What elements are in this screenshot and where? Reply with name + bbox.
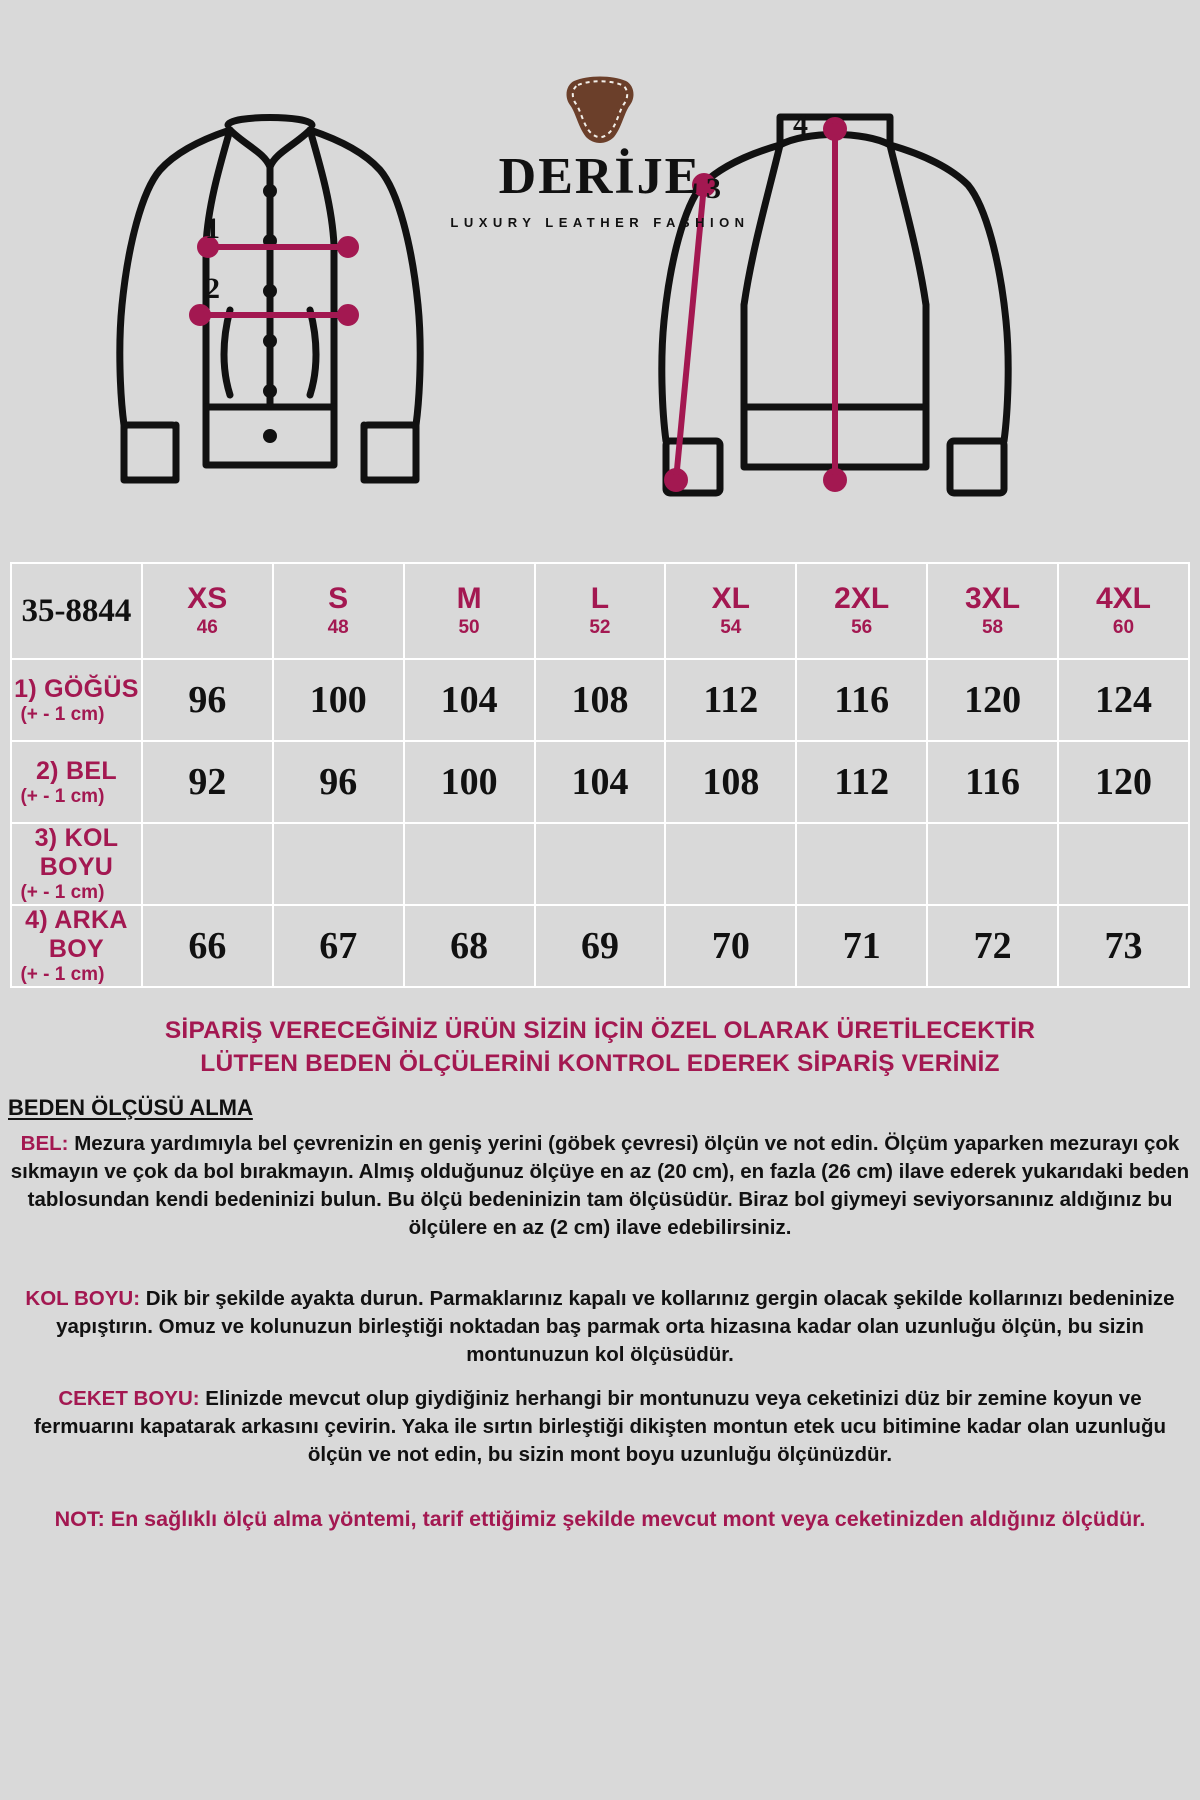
- row-header: [11, 823, 142, 905]
- measure-instruction-bel: [10, 1130, 1190, 1242]
- size-number: 56: [851, 616, 873, 638]
- measurement-cell: [404, 823, 535, 905]
- measure-label-kol: KOL BOYU:: [25, 1287, 141, 1310]
- row-tolerance: (+ - 1 cm): [20, 964, 105, 985]
- order-notice: [0, 1015, 1200, 1080]
- measurement-cell: 67: [273, 905, 404, 987]
- measurement-cell: 104: [404, 659, 535, 741]
- measure-instruction-kol: [10, 1285, 1190, 1369]
- size-name: L: [590, 582, 610, 616]
- measurement-cell: 120: [1058, 741, 1189, 823]
- measurement-cell: 100: [273, 659, 404, 741]
- measurement-cell: 124: [1058, 659, 1189, 741]
- illustration-area: [0, 0, 1200, 555]
- size-header-cell: [796, 563, 927, 659]
- notice-line-2: LÜTFEN BEDEN ÖLÇÜLERİNİ KONTROL EDEREK SİPARİŞ VERİNİZ: [200, 1049, 1000, 1077]
- measure-label-ceket: CEKET BOYU:: [58, 1387, 200, 1410]
- size-name: M: [456, 582, 482, 616]
- measurement-cell: 73: [1058, 905, 1189, 987]
- measurement-cell: 104: [535, 741, 666, 823]
- measure-note: NOT: En sağlıklı ölçü alma yöntemi, tarif ettiğimiz şekilde mevcut mont veya ceketinizden aldığınız ölçüdür.: [54, 1507, 1146, 1531]
- measure-text-kol: Dik bir şekilde ayakta durun. Parmaklarınız kapalı ve kollarınız gergin olacak şekilde kollarınızı bedeninize yapıştırın. Omuz ve kolunuzun birleştiği noktadan baş parmak orta hizasına kadar olan uzunluğu ölçün, bu sizin montunuzun kol ölçüsüdür.: [56, 1287, 1175, 1366]
- measurement-cell: 72: [927, 905, 1058, 987]
- measurement-cell: [142, 823, 273, 905]
- brand-block: [400, 75, 800, 230]
- size-name: 4XL: [1095, 582, 1152, 616]
- measurement-cell: [665, 823, 796, 905]
- size-header-cell: [535, 563, 666, 659]
- size-name: XL: [711, 582, 750, 616]
- size-name: 3XL: [965, 582, 1021, 616]
- row-tolerance: (+ - 1 cm): [20, 703, 105, 725]
- size-header-cell: [927, 563, 1058, 659]
- measurement-cell: 108: [535, 659, 666, 741]
- table-row: [11, 823, 1189, 905]
- table-row: [11, 741, 1189, 823]
- size-number: 46: [196, 616, 218, 638]
- measurement-cell: [796, 823, 927, 905]
- table-row: [11, 905, 1189, 987]
- brand-tagline: LUXURY LEATHER FASHION: [450, 215, 750, 230]
- measurement-cell: 116: [927, 741, 1058, 823]
- brand-name: DERİJE: [498, 148, 702, 205]
- size-number: 60: [1112, 616, 1135, 638]
- measure-text-ceket: Elinizde mevcut olup giydiğiniz herhangi bir montunuzu veya ceketinizi düz bir zemine koyun ve fermuarını kapatarak arkasını çevirin. Yaka ile sırtın birleştiği dikişten montun etek ucu bitimine kadar olan uzunluğu ölçün ve not edin, bu sizin mont boyu uzunluğu ölçünüzdür.: [33, 1387, 1166, 1466]
- marker-4-label: 4: [793, 108, 808, 141]
- measurement-cell: 70: [665, 905, 796, 987]
- size-number: 54: [720, 616, 742, 638]
- row-tolerance: (+ - 1 cm): [20, 882, 105, 903]
- table-row: [11, 659, 1189, 741]
- measurement-cell: 112: [796, 741, 927, 823]
- measurement-cell: 100: [404, 741, 535, 823]
- measurement-cell: 92: [142, 741, 273, 823]
- measurement-cell: 96: [273, 741, 404, 823]
- measurement-cell: 71: [796, 905, 927, 987]
- size-table: [10, 562, 1190, 988]
- row-label: 2) BEL: [35, 756, 117, 785]
- measurement-cell: [1058, 823, 1189, 905]
- size-name: S: [328, 582, 349, 616]
- measurement-cell: 96: [142, 659, 273, 741]
- size-name: XS: [187, 582, 228, 616]
- measurement-cell: 108: [665, 741, 796, 823]
- table-header-row: [11, 563, 1189, 659]
- size-name: 2XL: [834, 582, 890, 616]
- measurement-cell: [927, 823, 1058, 905]
- row-tolerance: (+ - 1 cm): [20, 785, 105, 807]
- size-header-cell: [273, 563, 404, 659]
- row-label: 4) ARKA BOY: [25, 906, 128, 963]
- howto-title: BEDEN ÖLÇÜSÜ ALMA: [8, 1095, 253, 1120]
- row-label: 3) KOL BOYU: [34, 824, 119, 881]
- measurement-cell: 68: [404, 905, 535, 987]
- measurement-cell: 120: [927, 659, 1058, 741]
- measurement-cell: 116: [796, 659, 927, 741]
- measurement-cell: [535, 823, 666, 905]
- marker-1-label: 1: [205, 212, 220, 245]
- leather-hide-icon: [562, 75, 638, 147]
- row-label: 1) GÖĞÜS: [14, 674, 139, 703]
- size-number: 58: [981, 616, 1004, 638]
- product-code: 35-8844: [11, 563, 142, 659]
- size-table-wrap: [10, 562, 1190, 988]
- row-header: [11, 741, 142, 823]
- measure-text-bel: Mezura yardımıyla bel çevrenizin en geniş yerini (göbek çevresi) ölçün ve not edin. Ölçüm yaparken mezurayı çok sıkmayın ve çok da bol bırakmayın. Almış olduğunuz ölçüye en az (20 cm), en fazla (26 cm) ilave ederek yukarıdaki beden tablosundan kendi bedeninizi bulun. Bu ölçü bedeninizin tam ölçüsüdür. Biraz bol giymeyi seviyorsanınız aldığınız bu ölçülere en az (2 cm) ilave edebilirsiniz.: [10, 1132, 1190, 1239]
- measure-instruction-ceket: [10, 1385, 1190, 1469]
- size-header-cell: [404, 563, 535, 659]
- marker-2-label: 2: [205, 272, 220, 305]
- size-number: 48: [327, 616, 349, 638]
- row-header: [11, 659, 142, 741]
- size-number: 50: [458, 616, 480, 638]
- measure-label-bel: BEL:: [20, 1132, 69, 1155]
- size-number: 52: [589, 616, 611, 638]
- marker-3-label: 3: [706, 172, 721, 205]
- measurement-cell: 69: [535, 905, 666, 987]
- size-header-cell: [142, 563, 273, 659]
- measurement-cell: 112: [665, 659, 796, 741]
- measurement-cell: 66: [142, 905, 273, 987]
- measurement-cell: [273, 823, 404, 905]
- size-header-cell: [665, 563, 796, 659]
- row-header: [11, 905, 142, 987]
- notice-line-1: SİPARİŞ VERECEĞİNİZ ÜRÜN SİZİN İÇİN ÖZEL OLARAK ÜRETİLECEKTİR: [164, 1017, 1036, 1044]
- size-header-cell: [1058, 563, 1189, 659]
